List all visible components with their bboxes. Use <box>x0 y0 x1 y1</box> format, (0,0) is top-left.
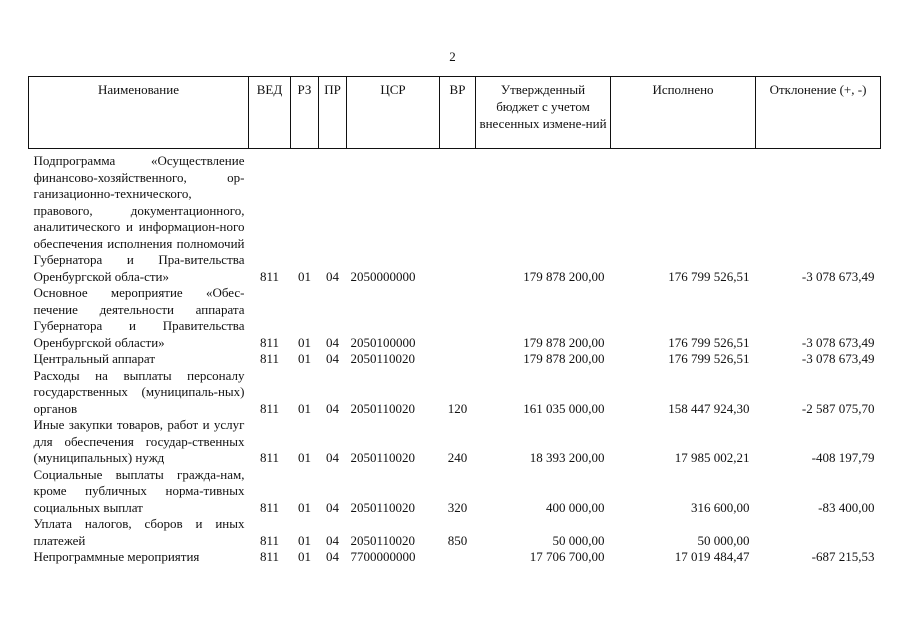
row-deviation: -3 078 673,49 <box>801 334 875 350</box>
row-pr: 04 <box>326 351 339 366</box>
table-row <box>29 549 881 566</box>
row-vr: 850 <box>447 532 468 548</box>
row-deviation: -687 215,53 <box>811 549 875 564</box>
table-row <box>29 467 881 517</box>
header-csr: ЦСР <box>347 77 440 149</box>
row-ved: 811 <box>259 334 280 350</box>
row-name: Основное мероприятие «Обес-печение деятельности аппарата Губернатора и Правительства Оренбургской области» <box>33 285 245 350</box>
row-approved: 179 878 200,00 <box>523 351 605 366</box>
table-row <box>29 149 881 286</box>
row-approved: 18 393 200,00 <box>529 450 605 465</box>
row-rz: 01 <box>298 351 311 366</box>
page-number: 2 <box>449 49 456 64</box>
row-approved: 50 000,00 <box>552 532 605 548</box>
row-executed: 176 799 526,51 <box>668 351 750 366</box>
row-approved: 179 878 200,00 <box>523 268 605 284</box>
row-name: Центральный аппарат <box>33 351 156 366</box>
header-pr: ПР <box>319 77 347 149</box>
row-deviation: -3 078 673,49 <box>801 268 875 284</box>
table-row <box>29 285 881 351</box>
row-pr: 04 <box>326 400 339 416</box>
table-row <box>29 351 881 368</box>
header-rz: РЗ <box>291 77 319 149</box>
row-csr: 2050110020 <box>350 400 416 416</box>
row-rz: 01 <box>298 499 311 515</box>
row-ved: 811 <box>259 351 280 366</box>
row-executed: 158 447 924,30 <box>668 400 750 416</box>
table-row <box>29 417 881 467</box>
row-ved: 811 <box>259 268 280 284</box>
row-executed: 17 019 484,47 <box>674 549 750 564</box>
header-deviation: Отклонение (+, -) <box>756 77 881 149</box>
row-name: Непрограммные мероприятия <box>33 549 200 564</box>
budget-execution-table <box>28 76 881 566</box>
row-rz: 01 <box>298 450 311 465</box>
row-executed: 316 600,00 <box>691 499 750 515</box>
row-executed: 50 000,00 <box>697 532 750 548</box>
row-ved: 811 <box>259 450 280 465</box>
header-executed: Исполнено <box>611 77 756 149</box>
row-name: Уплата налогов, сборов и иных платежей <box>33 516 245 548</box>
row-csr: 2050110020 <box>350 450 416 465</box>
row-vr <box>440 285 476 351</box>
row-deviation <box>756 516 881 549</box>
row-executed: 17 985 002,21 <box>674 450 750 465</box>
row-csr: 2050000000 <box>350 268 416 284</box>
row-executed: 176 799 526,51 <box>668 268 750 284</box>
row-ved: 811 <box>259 549 280 564</box>
row-pr: 04 <box>326 532 339 548</box>
row-approved: 17 706 700,00 <box>529 549 605 564</box>
table-row <box>29 516 881 549</box>
row-name: Расходы на выплаты персоналу государственных (муниципаль-ных) органов <box>33 367 245 416</box>
row-pr: 04 <box>326 450 339 465</box>
row-deviation: -3 078 673,49 <box>801 351 875 366</box>
row-name: Иные закупки товаров, работ и услуг для обеспечения государ-ственных (муниципальных) нужд <box>33 417 245 465</box>
row-csr: 2050110020 <box>350 351 416 366</box>
header-vr: ВР <box>440 77 476 149</box>
row-vr: 120 <box>447 400 468 416</box>
row-deviation: -2 587 075,70 <box>801 400 875 416</box>
row-csr: 7700000000 <box>350 549 416 564</box>
row-ved: 811 <box>259 532 280 548</box>
row-rz: 01 <box>298 532 311 548</box>
header-approved-budget: Утвержденный бюджет с учетом внесенных измене-ний <box>476 77 611 149</box>
header-ved: ВЕД <box>249 77 291 149</box>
row-pr: 04 <box>326 268 339 284</box>
row-ved: 811 <box>259 400 280 416</box>
row-pr: 04 <box>326 549 339 564</box>
row-pr: 04 <box>326 334 339 350</box>
row-vr: 240 <box>447 450 468 465</box>
row-csr: 2050110020 <box>350 532 416 548</box>
row-vr <box>440 149 476 286</box>
table-row <box>29 368 881 418</box>
row-vr <box>440 549 476 566</box>
row-rz: 01 <box>298 549 311 564</box>
header-name: Наименование <box>29 77 249 149</box>
row-vr <box>440 351 476 368</box>
row-approved: 400 000,00 <box>546 499 605 515</box>
row-ved: 811 <box>259 499 280 515</box>
row-csr: 2050110020 <box>350 499 416 515</box>
row-pr: 04 <box>326 499 339 515</box>
row-approved: 179 878 200,00 <box>523 334 605 350</box>
row-approved: 161 035 000,00 <box>523 400 605 416</box>
row-rz: 01 <box>298 400 311 416</box>
row-csr: 2050100000 <box>350 334 416 350</box>
row-rz: 01 <box>298 334 311 350</box>
row-name: Подпрограмма «Осуществление финансово-хозяйственного, ор-ганизационно-технического, правового, документационного, аналитического и информацион-ного обеспечения исполнения полномочий Губернатора и Пра-вительства Оренбургской обла-сти» <box>33 153 245 284</box>
row-executed: 176 799 526,51 <box>668 334 750 350</box>
row-deviation: -408 197,79 <box>811 450 875 465</box>
row-rz: 01 <box>298 268 311 284</box>
row-deviation: -83 400,00 <box>818 499 875 515</box>
table-header-row <box>29 77 881 149</box>
row-name: Социальные выплаты гражда-нам, кроме публичных норма-тивных социальных выплат <box>33 466 245 515</box>
row-vr: 320 <box>447 499 468 515</box>
